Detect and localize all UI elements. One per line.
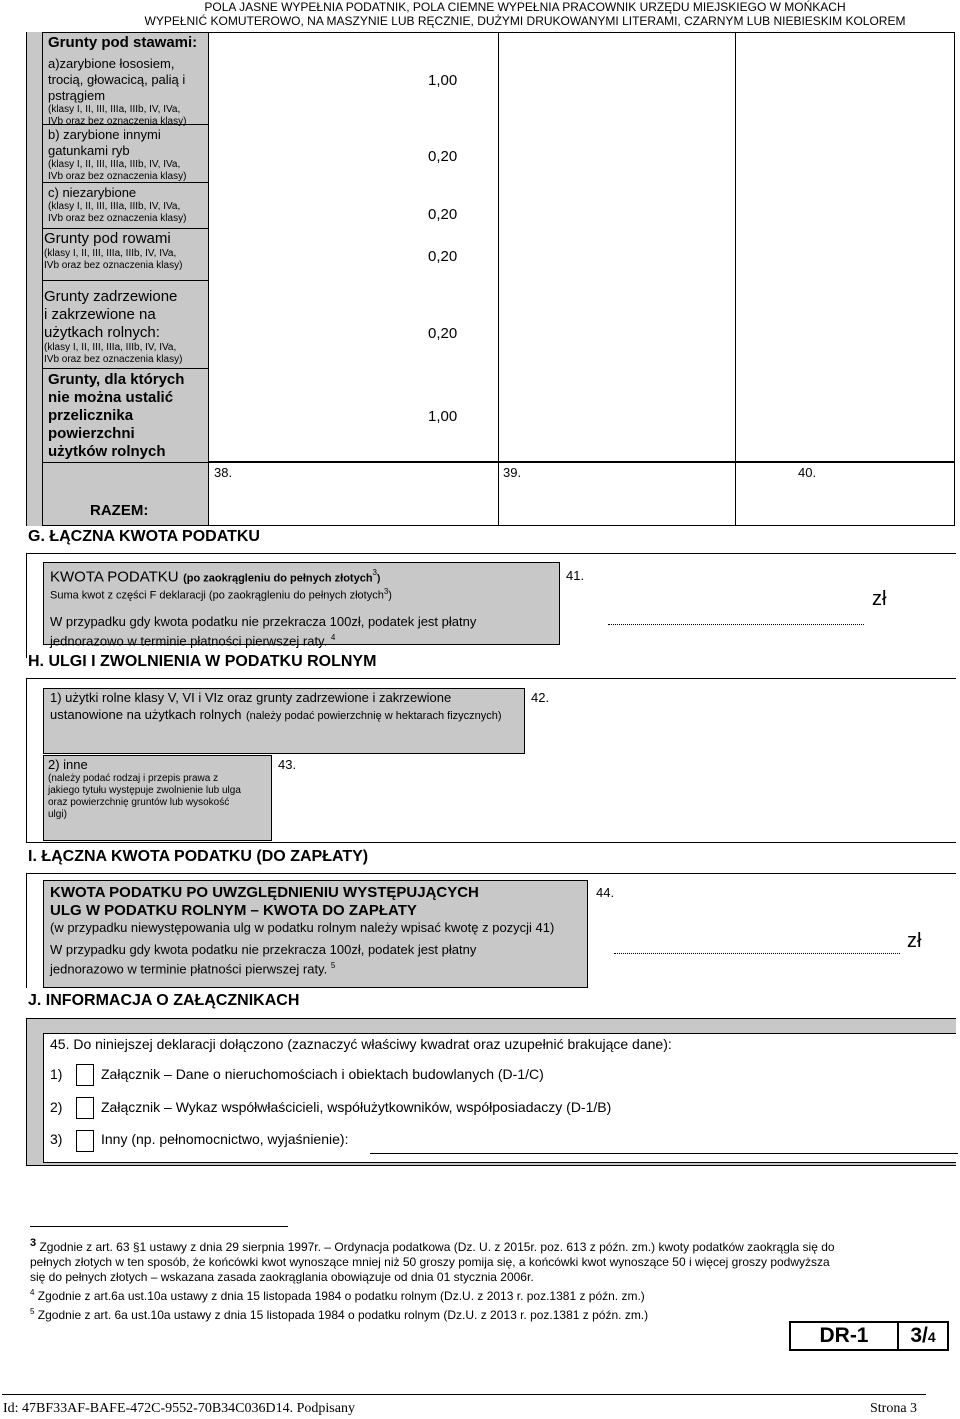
c-block <box>48 185 208 225</box>
form-code-badge <box>789 1321 949 1351</box>
ulga-1-line-2: ustanowione na użytkach rolnych <box>50 707 242 722</box>
field-38[interactable]: 38. <box>214 465 233 480</box>
field-42[interactable]: 42. <box>531 690 550 705</box>
nie-block <box>48 371 208 461</box>
ulga-2-note-2: jakiego tytułu występuje zwolnienie lub ulga <box>48 785 241 796</box>
zadrz-line-1: Grunty zadrzewione <box>44 288 178 305</box>
a-line-3: pstrągiem <box>48 88 106 103</box>
suma-text: Suma kwot z części F deklaracji (po zaokrągleniu do pełnych złotych <box>50 589 384 602</box>
form-header <box>90 0 960 28</box>
field-40[interactable]: 40. <box>798 465 817 480</box>
zadrz-klasy-1: (klasy I, II, III, IIIa, IIIb, IV, IVa, <box>44 342 177 353</box>
field-44-line[interactable] <box>614 953 900 954</box>
c-line-1: c) niezarybione <box>48 185 137 200</box>
section-j-title: J. INFORMACJA O ZAŁĄCZNIKACH <box>28 992 300 1009</box>
do-zaplaty-sup: 5 <box>330 961 336 970</box>
do-zaplaty-line-4: W przypadku gdy kwota podatku nie przekracza 100zł, podatek jest płatny <box>50 942 477 957</box>
form-code: DR-1 <box>791 1323 899 1349</box>
do-zaplaty-line-5: jednorazowo w terminie płatności pierwszej raty. <box>50 961 328 977</box>
attachment-2-num: 2) <box>50 1099 63 1115</box>
footnotes <box>30 1236 950 1323</box>
footnote-3-line-3: się do pełnych złotych – wskazana zasada zaokrąglania obowiązuje od dnia 01 stycznia 2006r. <box>30 1270 534 1284</box>
field-41-line[interactable] <box>608 624 864 625</box>
b-klasy-1: (klasy I, II, III, IIIa, IIIb, IV, IVa, <box>48 159 181 170</box>
attachment-3-input-line[interactable] <box>370 1153 958 1154</box>
razem-label: RAZEM: <box>90 502 149 519</box>
nie-line-3: przelicznika <box>48 407 134 424</box>
do-zaplaty-line-1: KWOTA PODATKU PO UWZGLĘDNIENIU WYSTĘPUJĄCYCH <box>50 884 479 901</box>
row-sep-a <box>42 124 209 125</box>
do-zaplaty-line-2: ULG W PODATKU ROLNYM – KWOTA DO ZAPŁATY <box>50 902 417 919</box>
field-44[interactable]: 44. <box>596 885 615 900</box>
rowy-title: Grunty pod rowami <box>44 230 171 247</box>
a-klasy-1: (klasy I, II, III, IIIa, IIIb, IV, IVa, <box>48 104 181 115</box>
kwota-note: (po zaokrągleniu do pełnych złotych <box>183 572 373 585</box>
ulga-2-note-3: oraz powierzchnię gruntów lub wysokość <box>48 797 230 808</box>
kwota-close: ) <box>377 573 381 585</box>
a-klasy-2: IVb oraz bez oznaczenia klasy) <box>48 116 187 127</box>
rowy-klasy-2: IVb oraz bez oznaczenia klasy) <box>44 260 183 271</box>
value-area <box>209 32 955 462</box>
field-41[interactable]: 41. <box>566 568 585 583</box>
razem-area <box>209 462 955 526</box>
attachment-1-label: Załącznik – Dane o nieruchomościach i obiektach budowlanych (D-1/C) <box>101 1066 544 1082</box>
footnote-5-mark: 5 <box>30 1307 35 1316</box>
suma-sup: 3 <box>383 587 389 597</box>
col-divider-2 <box>735 32 736 526</box>
b-block <box>48 127 208 183</box>
header-line-1: POLA JASNE WYPEŁNIA PODATNIK, POLA CIEMNE WYPEŁNIA PRACOWNIK URZĘDU MIEJSKIEGO W MOŃKACH <box>204 0 846 14</box>
zadrz-line-2: i zakrzewione na <box>44 306 156 323</box>
header-line-2: WYPEŁNIĆ KOMUTEROWO, NA MASZYNIE LUB RĘCZNIE, DUŻYMI DRUKOWANYMI LITERAMI, CZARNYM LUB NIEBIESKIM KOLOREM <box>144 14 906 28</box>
footnote-4-mark: 4 <box>30 1288 35 1297</box>
a-line-1: a)zarybione łososiem, <box>48 56 175 71</box>
zadrz-block <box>44 288 208 366</box>
value-row-zadrz: 0,20 <box>428 325 458 342</box>
field-39[interactable]: 39. <box>503 465 522 480</box>
section-h-title: H. ULGI I ZWOLNIENIA W PODATKU ROLNYM <box>28 653 377 670</box>
attachment-3-label: Inny (np. pełnomocnictwo, wyjaśnienie): <box>101 1131 349 1147</box>
row-sep-b <box>42 182 209 183</box>
attachment-2-checkbox[interactable] <box>76 1097 94 1119</box>
b-klasy-2: IVb oraz bez oznaczenia klasy) <box>48 171 187 182</box>
rowy-klasy-1: (klasy I, II, III, IIIa, IIIb, IV, IVa, <box>44 248 177 259</box>
a-line-2: trocią, głowacicą, palią i <box>48 72 186 87</box>
attachment-1-num: 1) <box>50 1066 63 1082</box>
section-i-title: I. ŁĄCZNA KWOTA PODATKU (DO ZAPŁATY) <box>28 848 369 865</box>
do-zaplaty-label <box>50 884 585 977</box>
footnote-5-text: Zgodnie z art. 6a ust.10a ustawy z dnia 15 listopada 1984 o podatku rolnym (Dz.U. z 2013 r. poz.1381 z późn. zm.) <box>37 1308 649 1322</box>
zadrz-klasy-2: IVb oraz bez oznaczenia klasy) <box>44 354 183 365</box>
currency-zl-41: zł <box>872 588 887 610</box>
nie-line-5: użytków rolnych <box>48 443 166 460</box>
nie-line-1: Grunty, dla których <box>48 371 185 388</box>
section-g-title: G. ŁĄCZNA KWOTA PODATKU <box>28 528 260 545</box>
footnote-3-line-1: Zgodnie z art. 63 §1 ustawy z dnia 29 sierpnia 1997r. – Ordynacja podatkowa (Dz. U. z 2015r. poz. 613 z późn. zm.) kwoty podatków zaokrągla się do <box>39 1240 835 1254</box>
b-line-1: b) zarybione innymi <box>48 127 161 142</box>
value-row-a: 1,00 <box>428 72 458 89</box>
ulga-2-line-1: 2) inne <box>48 757 88 772</box>
kwota-title: KWOTA PODATKU <box>50 568 179 586</box>
field-43[interactable]: 43. <box>278 757 297 772</box>
value-row-c: 0,20 <box>428 206 458 223</box>
zadrz-line-3: użytkach rolnych: <box>44 324 160 341</box>
kwota-sup: 3 <box>372 568 377 577</box>
footnote-rule <box>30 1226 288 1227</box>
value-row-nie: 1,00 <box>428 408 458 425</box>
g-warn-2: jednorazowo w terminie płatności pierwszej raty. <box>50 633 328 649</box>
ulga-2-note-1: (należy podać rodzaj i przepis prawa z <box>48 773 219 784</box>
g-warn-sup: 4 <box>330 632 336 642</box>
attachment-2-label: Załącznik – Wykaz współwłaścicieli, współużytkowników, współposiadaczy (D-1/B) <box>101 1099 612 1115</box>
attachment-3-checkbox[interactable] <box>76 1130 94 1152</box>
footer-id: Id: 47BF33AF-BAFE-472C-9552-70B34C036D14. Podpisany <box>3 1401 355 1416</box>
attachments-intro: 45. Do niniejszej deklaracji dołączono (zaznaczyć właściwy kwadrat oraz uzupełnić brakujące dane): <box>50 1036 672 1052</box>
footnote-3-mark: 3 <box>30 1237 37 1249</box>
suma-close: ) <box>388 589 392 602</box>
ulga-2-note-4: ulgi) <box>48 809 67 820</box>
footnote-3-line-2: pełnych złotych w ten sposób, że końcówki kwot wynoszące mniej niż 50 groszy pomija się, a końcówki kwot wynoszące 50 i więcej groszy podwyższa <box>30 1255 830 1269</box>
value-row-b: 0,20 <box>428 148 458 165</box>
page-indicator <box>899 1323 947 1349</box>
row-sep-rowy <box>42 280 209 281</box>
b-line-2: gatunkami ryb <box>48 143 130 158</box>
footer-page: Strona 3 <box>870 1401 918 1416</box>
value-row-rowy: 0,20 <box>428 248 458 265</box>
attachment-3-num: 3) <box>50 1131 63 1147</box>
ulga-1-note: (należy podać powierzchnię w hektarach fizycznych) <box>245 710 502 722</box>
stawy-block <box>48 34 208 128</box>
stawy-title: Grunty pod stawami: <box>48 34 198 51</box>
row-sep-c <box>42 228 209 229</box>
page-indicator-den: 4 <box>927 1329 936 1345</box>
ulga-1-line-1: 1) użytki rolne klasy V, VI i VIz oraz grunty zadrzewione i zakrzewione <box>50 690 452 705</box>
ulga-2-label <box>48 757 270 821</box>
c-klasy-2: IVb oraz bez oznaczenia klasy) <box>48 213 187 224</box>
page-indicator-num: 3/ <box>910 1324 928 1347</box>
col-divider-1 <box>498 32 499 526</box>
rowy-block <box>44 230 208 272</box>
razem-line <box>42 462 955 463</box>
table-left-strip <box>26 32 43 526</box>
row-sep-zadrz <box>42 368 209 369</box>
attachment-1-checkbox[interactable] <box>76 1064 94 1086</box>
currency-zl-44: zł <box>907 930 922 952</box>
g-warn-1: W przypadku gdy kwota podatku nie przekracza 100zł, podatek jest płatny <box>50 613 477 629</box>
footer-rule <box>2 1394 926 1395</box>
ulga-1-label <box>50 690 520 724</box>
nie-line-4: powierzchni <box>48 425 135 442</box>
do-zaplaty-line-3: (w przypadku niewystępowania ulg w podatku rolnym należy wpisać kwotę z pozycji 41) <box>50 920 555 935</box>
kwota-label <box>50 568 560 649</box>
nie-line-2: nie można ustalić <box>48 389 174 406</box>
c-klasy-1: (klasy I, II, III, IIIa, IIIb, IV, IVa, <box>48 201 181 212</box>
footnote-4-text: Zgodnie z art.6a ust.10a ustawy z dnia 15 listopada 1984 o podatku rolnym (Dz.U. z 2013 r. poz.1381 z późn. zm.) <box>37 1289 645 1303</box>
